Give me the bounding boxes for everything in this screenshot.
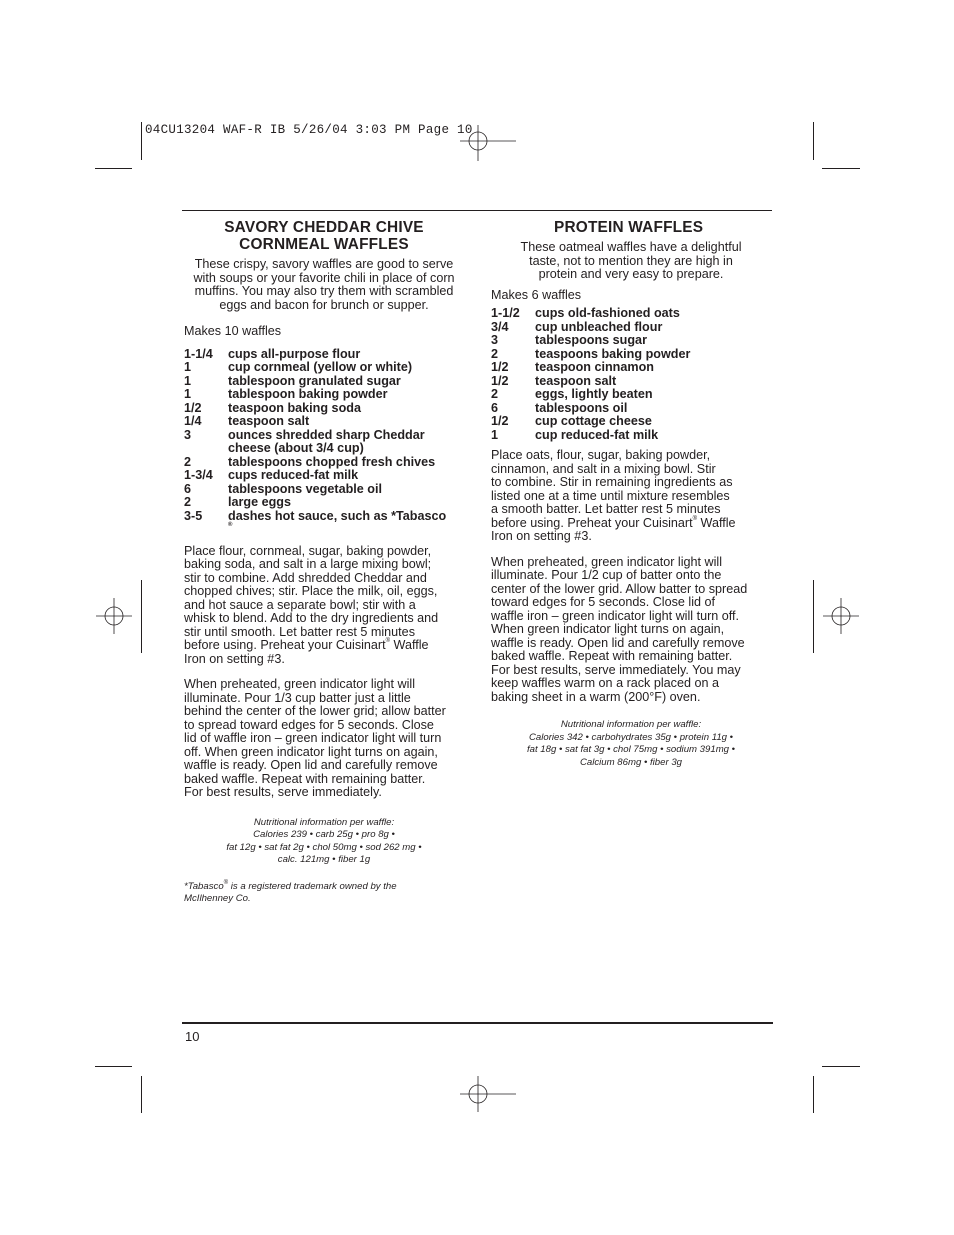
title-line: SAVORY CHEDDAR CHIVE bbox=[224, 219, 424, 236]
print-slug: 04CU13204 WAF-R IB 5/26/04 3:03 PM Page 10 bbox=[145, 123, 473, 137]
method-line: whisk to blend. Add to the dry ingredients and bbox=[184, 611, 439, 625]
method-line: baked waffle. Repeat with remaining batter. bbox=[184, 771, 426, 786]
nutrition-line: Nutritional information per waffle: bbox=[253, 816, 395, 828]
crop-mark bbox=[813, 122, 814, 160]
crop-mark bbox=[813, 580, 814, 653]
method-line: When preheated, green indicator light will bbox=[491, 554, 723, 569]
ingredient-qty bbox=[184, 442, 228, 456]
recipe-title bbox=[184, 219, 464, 253]
method-line: to combine. Stir in remaining ingredients as bbox=[491, 475, 733, 489]
recipe-protein-waffles bbox=[491, 219, 771, 769]
registered-mark: ® bbox=[223, 879, 229, 886]
ingredient-qty: 3 bbox=[491, 333, 499, 347]
nutrition-line: Calories 342 • carbohydrates 35g • protein 11g • bbox=[528, 731, 734, 743]
crop-mark bbox=[141, 580, 142, 653]
recipe-yield: Makes 6 waffles bbox=[491, 287, 582, 302]
method-line: waffle is ready. Open lid and carefully remove bbox=[491, 635, 745, 650]
ingredient-item-with-mark bbox=[228, 510, 464, 537]
title-line: CORNMEAL WAFFLES bbox=[239, 236, 409, 253]
header-rule bbox=[182, 210, 772, 211]
ingredient-qty: 1/2 bbox=[491, 414, 509, 428]
method-paragraph bbox=[491, 556, 771, 705]
method-line: behind the center of the lower grid; allow batter bbox=[184, 704, 446, 718]
nutrition-line: Calcium 86mg • fiber 3g bbox=[579, 756, 682, 768]
ingredient-item: teaspoon baking soda bbox=[228, 400, 361, 415]
method-line: keep waffles warm on a rack placed on a bbox=[491, 676, 719, 690]
method-line: Place oats, flour, sugar, baking powder, bbox=[491, 448, 711, 462]
method-line: For best results, serve immediately. bbox=[184, 785, 382, 799]
method-line: When preheated, green indicator light will bbox=[184, 677, 416, 691]
footnote-text: is a registered trademark owned by the bbox=[228, 880, 397, 892]
ingredient-list bbox=[184, 348, 464, 537]
registered-mark: ® bbox=[228, 522, 233, 528]
ingredient-item: cup unbleached flour bbox=[535, 319, 663, 334]
ingredient-item: cups all-purpose flour bbox=[228, 346, 361, 361]
method-line: For best results, serve immediately. You may bbox=[491, 662, 741, 677]
method-line: Waffle bbox=[697, 515, 736, 530]
crop-mark bbox=[822, 168, 860, 169]
ingredient-item: cups old-fashioned oats bbox=[535, 306, 680, 320]
ingredient-qty: 2 bbox=[491, 346, 499, 361]
ingredient-qty: 1 bbox=[184, 360, 192, 374]
method-line: chopped chives; stir. Place the milk, oil, eggs, bbox=[184, 584, 438, 598]
nutrition-line: fat 18g • sat fat 3g • chol 75mg • sodium 391mg • bbox=[526, 744, 736, 755]
nutrition-line: fat 12g • sat fat 2g • chol 50mg • sod 262 mg • bbox=[226, 841, 422, 853]
ingredient-item: tablespoon granulated sugar bbox=[228, 373, 401, 388]
crop-mark bbox=[822, 1066, 860, 1067]
method-line: off. When green indicator light turns on again, bbox=[184, 744, 438, 759]
method-line: waffle iron – green indicator light will turn off. bbox=[491, 608, 740, 623]
ingredient-qty: 2 bbox=[184, 495, 192, 509]
nutrition-line: calc. 121mg • fiber 1g bbox=[277, 854, 371, 865]
method-line: to spread toward edges for 5 seconds. Close bbox=[184, 717, 434, 732]
crop-mark bbox=[813, 1076, 814, 1113]
intro-line: These oatmeal waffles have a delightful bbox=[520, 240, 742, 254]
method-line: illuminate. Pour 1/2 cup of batter onto the bbox=[491, 568, 722, 582]
method-line: stir until smooth. Let batter rest 5 minutes bbox=[184, 624, 415, 639]
ingredient-qty: 6 bbox=[184, 481, 192, 496]
ingredient-qty: 3 bbox=[184, 427, 192, 442]
crop-mark bbox=[141, 1076, 142, 1113]
ingredient-item: cup cottage cheese bbox=[535, 414, 652, 428]
method-line: baked waffle. Repeat with remaining batter. bbox=[491, 649, 733, 663]
ingredient-qty: 3/4 bbox=[491, 319, 509, 334]
ingredient-qty: 1/2 bbox=[184, 400, 202, 415]
footnote-text: *Tabasco bbox=[184, 880, 224, 892]
ingredient-qty: 1 bbox=[184, 373, 192, 388]
ingredient-item: eggs, lightly beaten bbox=[535, 387, 653, 401]
intro-line: muffins. You may also try them with scrambled bbox=[194, 284, 454, 298]
method-line: illuminate. Pour 1/3 cup batter just a little bbox=[184, 690, 411, 705]
intro-line: with soups or your favorite chili in place of corn bbox=[193, 270, 455, 285]
registration-mark-right bbox=[823, 598, 859, 634]
registration-mark-bottom bbox=[460, 1076, 516, 1112]
method-line: before using. Preheat your Cuisinart bbox=[184, 638, 386, 652]
intro-line: protein and very easy to prepare. bbox=[538, 267, 724, 281]
recipe-savory-cheddar-chive bbox=[184, 219, 464, 906]
page-number: 10 bbox=[185, 1029, 200, 1044]
ingredient-qty: 1-1/2 bbox=[491, 306, 520, 320]
method-line: a smooth batter. Let batter rest 5 minutes bbox=[491, 502, 721, 516]
registered-mark: ® bbox=[692, 515, 698, 522]
method-paragraph bbox=[184, 545, 464, 667]
method-line: baking sheet in a warm (200°F) oven. bbox=[491, 689, 701, 704]
ingredient-item: tablespoons chopped fresh chives bbox=[228, 454, 436, 469]
nutrition-info bbox=[184, 817, 464, 867]
ingredient-qty: 6 bbox=[491, 400, 499, 415]
trademark-footnote bbox=[184, 881, 464, 907]
ingredient-item: teaspoon salt bbox=[535, 373, 617, 388]
registration-mark-top bbox=[460, 125, 516, 161]
ingredient-item: teaspoon cinnamon bbox=[535, 360, 654, 374]
method-line: stir to combine. Add shredded Cheddar and bbox=[184, 570, 427, 585]
method-line: baking soda, and salt in a large mixing bowl; bbox=[184, 557, 432, 571]
footer-rule bbox=[182, 1022, 773, 1024]
nutrition-line: Calories 239 • carb 25g • pro 8g • bbox=[253, 829, 395, 840]
recipe-intro bbox=[184, 258, 464, 312]
crop-mark bbox=[95, 168, 132, 169]
crop-mark bbox=[95, 1066, 132, 1067]
intro-line: taste, not to mention they are high in bbox=[529, 253, 733, 268]
recipe-intro bbox=[491, 241, 771, 282]
ingredient-item: tablespoon baking powder bbox=[228, 387, 388, 401]
ingredient-item: large eggs bbox=[228, 495, 291, 509]
ingredient-qty: 2 bbox=[184, 454, 192, 469]
method-line: waffle is ready. Open lid and carefully remove bbox=[184, 758, 438, 772]
recipe-title: PROTEIN WAFFLES bbox=[554, 219, 704, 236]
method-line: When green indicator light turns on again, bbox=[491, 622, 725, 636]
method-line: Iron on setting #3. bbox=[184, 651, 285, 666]
ingredient-item: teaspoons baking powder bbox=[535, 346, 691, 361]
method-line: lid of waffle iron – green indicator light will turn bbox=[184, 731, 442, 745]
intro-line: eggs and bacon for brunch or supper. bbox=[219, 297, 429, 312]
ingredient-qty: 1 bbox=[184, 387, 192, 401]
method-line: center of the lower grid. Allow batter to spread bbox=[491, 581, 748, 596]
method-paragraph bbox=[491, 449, 771, 544]
ingredient-qty: 2 bbox=[491, 387, 499, 401]
registration-mark-left bbox=[96, 598, 132, 634]
ingredient-item: dashes hot sauce, such as *Tabasco bbox=[228, 508, 447, 523]
ingredient-qty: 1/2 bbox=[491, 373, 509, 388]
registered-mark: ® bbox=[385, 638, 391, 644]
ingredient-qty: 1-3/4 bbox=[184, 468, 213, 482]
nutrition-info bbox=[491, 719, 771, 769]
method-paragraph bbox=[184, 678, 464, 800]
ingredient-item: tablespoons sugar bbox=[535, 333, 647, 347]
method-line: listed one at a time until mixture resembles bbox=[491, 488, 730, 503]
footnote-text: McIlhenney Co. bbox=[184, 893, 251, 905]
ingredient-qty: 1/2 bbox=[491, 360, 509, 374]
ingredient-item: tablespoons oil bbox=[535, 400, 628, 415]
nutrition-line: Nutritional information per waffle: bbox=[560, 719, 702, 730]
ingredient-item: tablespoons vegetable oil bbox=[228, 481, 382, 496]
method-line: before using. Preheat your Cuisinart bbox=[491, 515, 693, 530]
method-line: cinnamon, and salt in a mixing bowl. Stir bbox=[491, 461, 716, 476]
method-line: and hot sauce a separate bowl; stir with a bbox=[184, 597, 416, 612]
method-line: toward edges for 5 seconds. Close lid of bbox=[491, 595, 716, 609]
method-line: Iron on setting #3. bbox=[491, 529, 592, 543]
ingredient-qty: 1-1/4 bbox=[184, 346, 213, 361]
ingredient-item: ounces shredded sharp Cheddar bbox=[228, 427, 425, 442]
method-line: Place flour, cornmeal, sugar, baking powder, bbox=[184, 543, 432, 558]
method-line: Waffle bbox=[390, 638, 429, 652]
ingredient-item: cup reduced-fat milk bbox=[535, 427, 659, 442]
recipe-yield: Makes 10 waffles bbox=[184, 324, 282, 338]
ingredient-qty: 3-5 bbox=[184, 508, 203, 523]
intro-line: These crispy, savory waffles are good to serve bbox=[194, 257, 454, 271]
ingredient-item: teaspoon salt bbox=[228, 414, 310, 428]
ingredient-qty: 1/4 bbox=[184, 414, 202, 428]
ingredient-item: cup cornmeal (yellow or white) bbox=[228, 360, 413, 374]
ingredient-item: cups reduced-fat milk bbox=[228, 468, 359, 482]
crop-mark bbox=[141, 122, 142, 160]
ingredient-item: cheese (about 3/4 cup) bbox=[228, 441, 364, 455]
ingredient-qty: 1 bbox=[491, 427, 499, 442]
ingredient-list bbox=[491, 307, 771, 442]
